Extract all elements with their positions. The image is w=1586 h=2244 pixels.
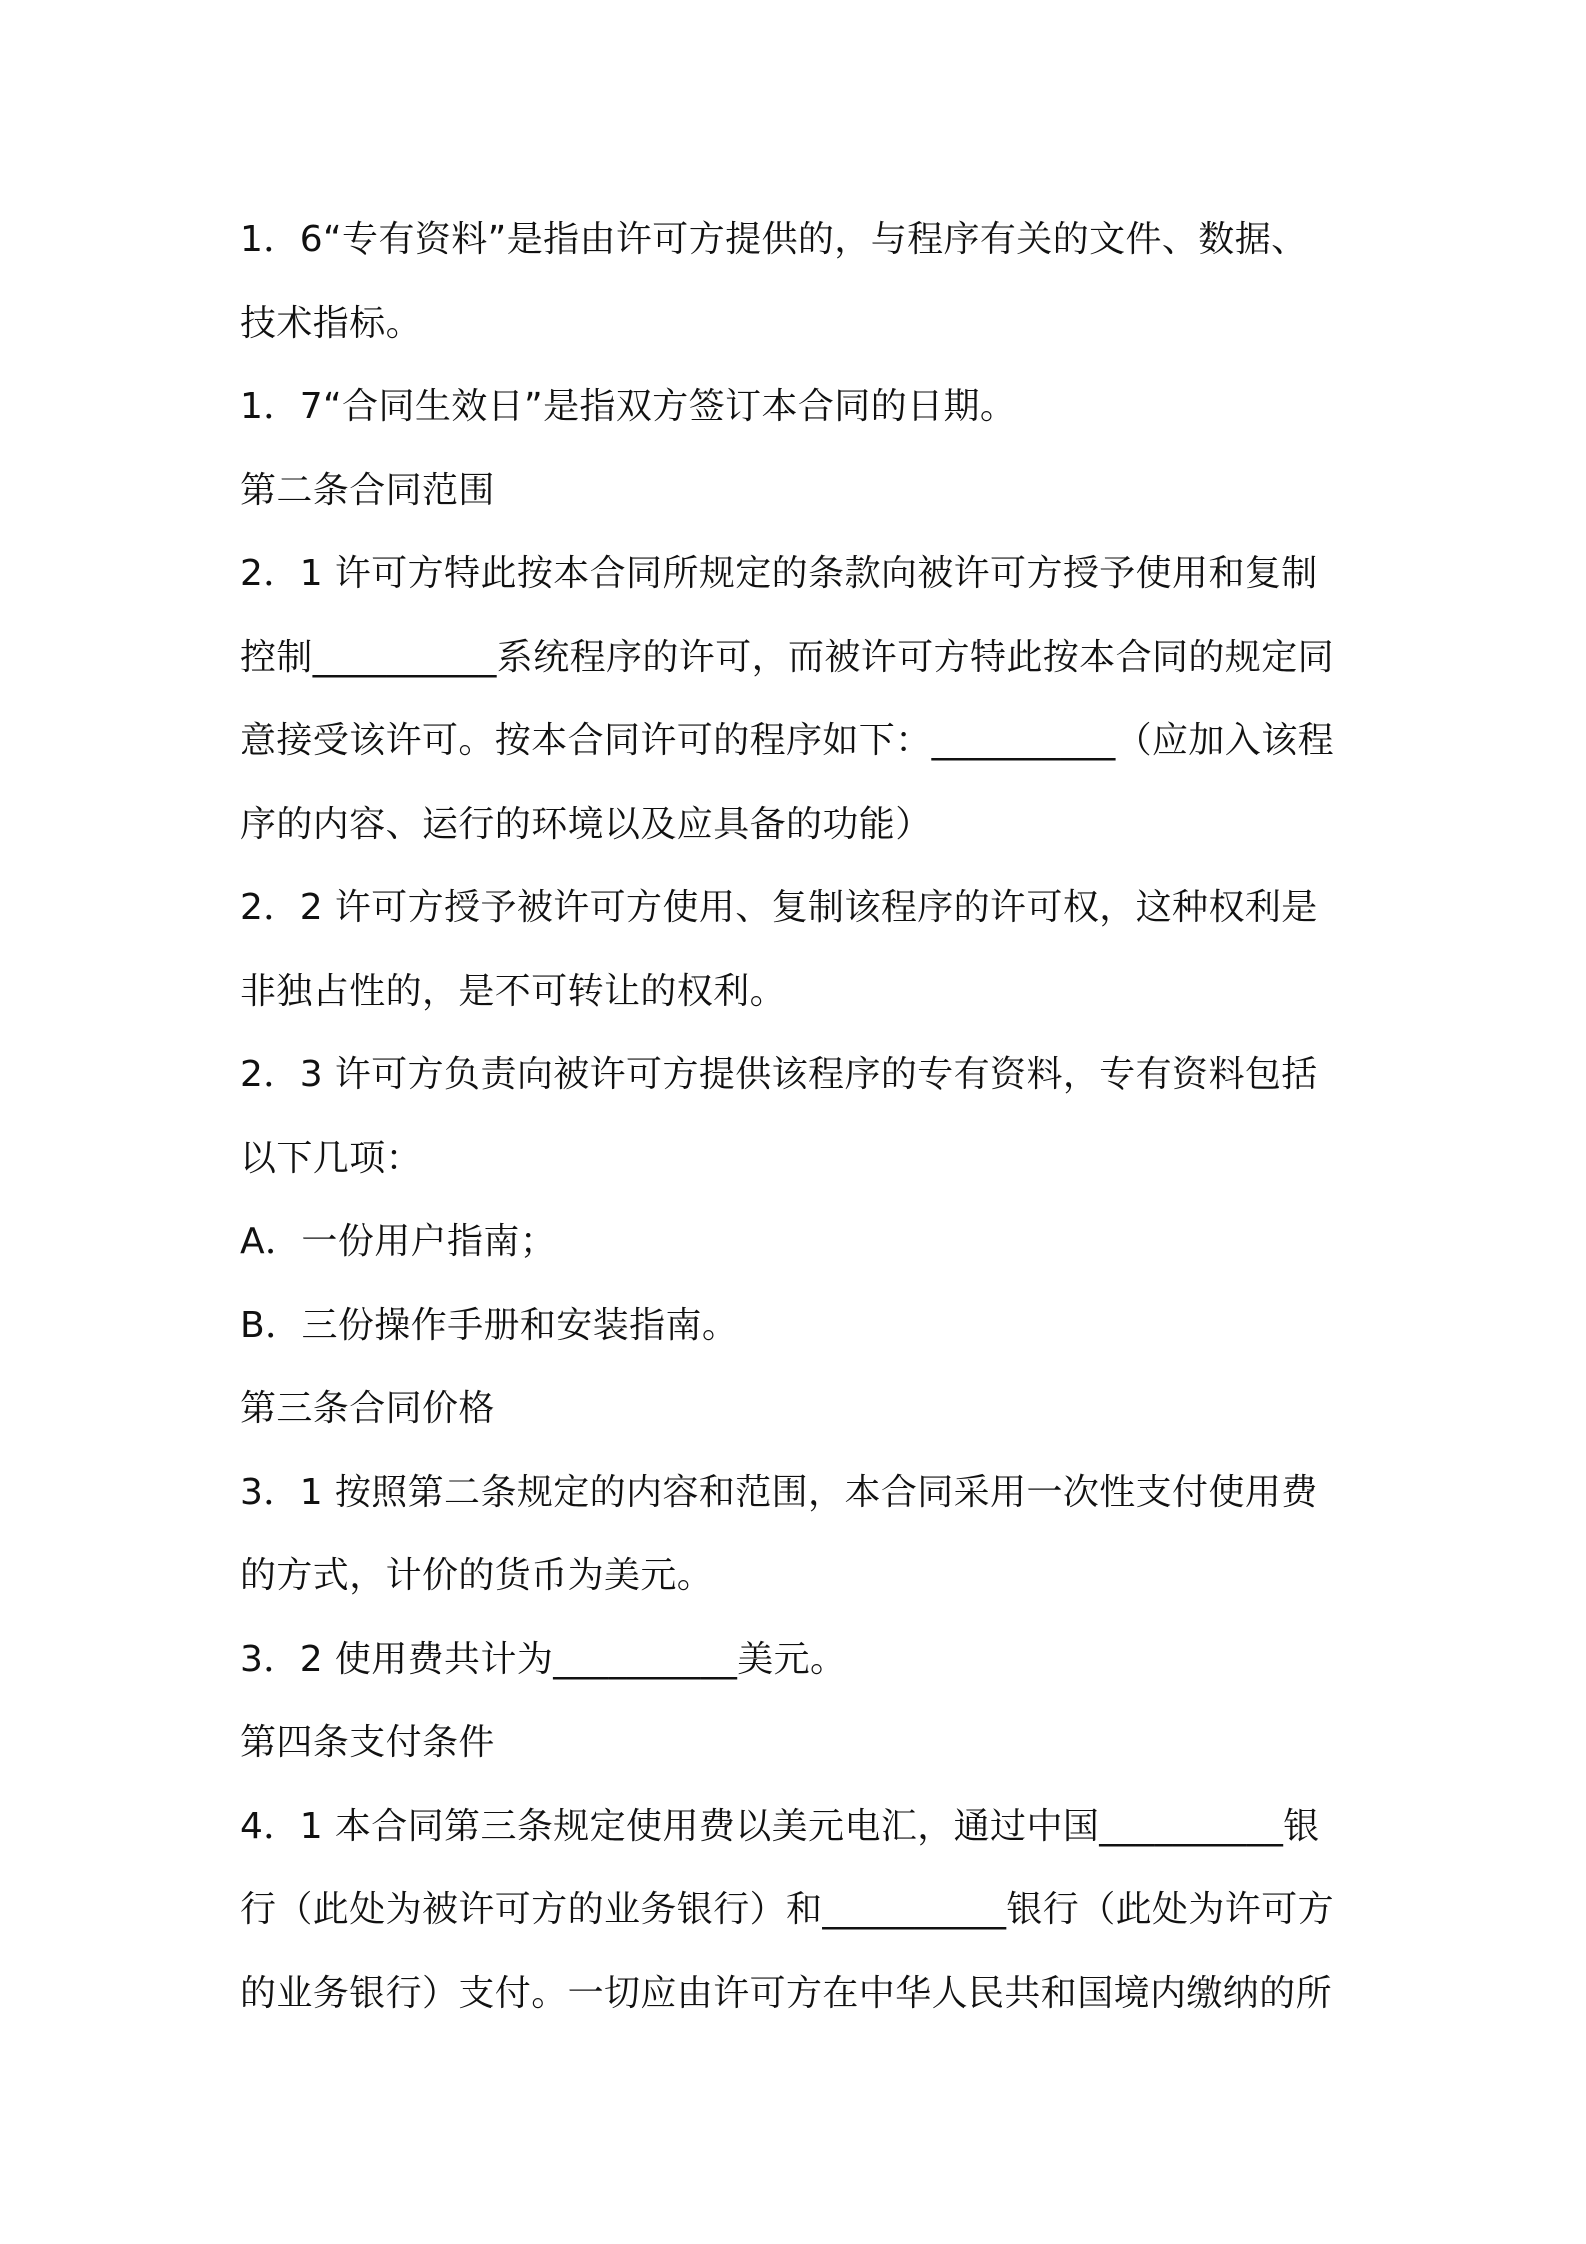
clause-2-2-line-1: 2．2 许可方授予被许可方使用、复制该程序的许可权，这种权利是 (240, 887, 1318, 928)
list-item-b: B．三份操作手册和安装指南。 (240, 1304, 739, 1346)
clause-1-7: 1．7“合同生效日”是指双方签订本合同的日期。 (240, 386, 1017, 427)
clause-1-6-line-2: 技术指标。 (240, 302, 423, 344)
list-item-a: A．一份用户指南； (240, 1221, 557, 1262)
clause-2-1-line-3: 意接受该许可。按本合同许可的程序如下：__________（应加入该程 (240, 720, 1335, 761)
section-heading-4: 第四条支付条件 (240, 1722, 495, 1763)
clause-2-1-line-4: 序的内容、运行的环境以及应具备的功能） (240, 803, 932, 845)
clause-2-3-line-2: 以下几项： (240, 1137, 423, 1179)
clause-2-2-line-2: 非独占性的，是不可转让的权利。 (240, 970, 787, 1012)
clause-3-2: 3．2 使用费共计为__________美元。 (240, 1638, 847, 1680)
clause-1-6-line-1: 1．6“专有资料”是指由许可方提供的，与程序有关的文件、数据、 (240, 219, 1308, 260)
document-page (240, 198, 1360, 2035)
section-heading-3: 第三条合同价格 (240, 1388, 495, 1429)
clause-4-1-line-3: 的业务银行）支付。一切应由许可方在中华人民共和国境内缴纳的所 (240, 1972, 1333, 2014)
clause-2-1-line-1: 2．1 许可方特此按本合同所规定的条款向被许可方授予使用和复制 (240, 553, 1318, 594)
clause-3-1-line-2: 的方式，计价的货币为美元。 (240, 1555, 714, 1596)
clause-2-1-line-2: 控制__________系统程序的许可，而被许可方特此按本合同的规定同 (240, 636, 1335, 678)
clause-2-3-line-1: 2．3 许可方负责向被许可方提供该程序的专有资料，专有资料包括 (240, 1054, 1318, 1095)
section-heading-2: 第二条合同范围 (240, 469, 495, 511)
clause-4-1-line-1: 4．1 本合同第三条规定使用费以美元电汇，通过中国__________银 (240, 1805, 1320, 1847)
clause-4-1-line-2: 行（此处为被许可方的业务银行）和__________银行（此处为许可方 (240, 1889, 1335, 1930)
clause-3-1-line-1: 3．1 按照第二条规定的内容和范围，本合同采用一次性支付使用费 (240, 1471, 1318, 1513)
